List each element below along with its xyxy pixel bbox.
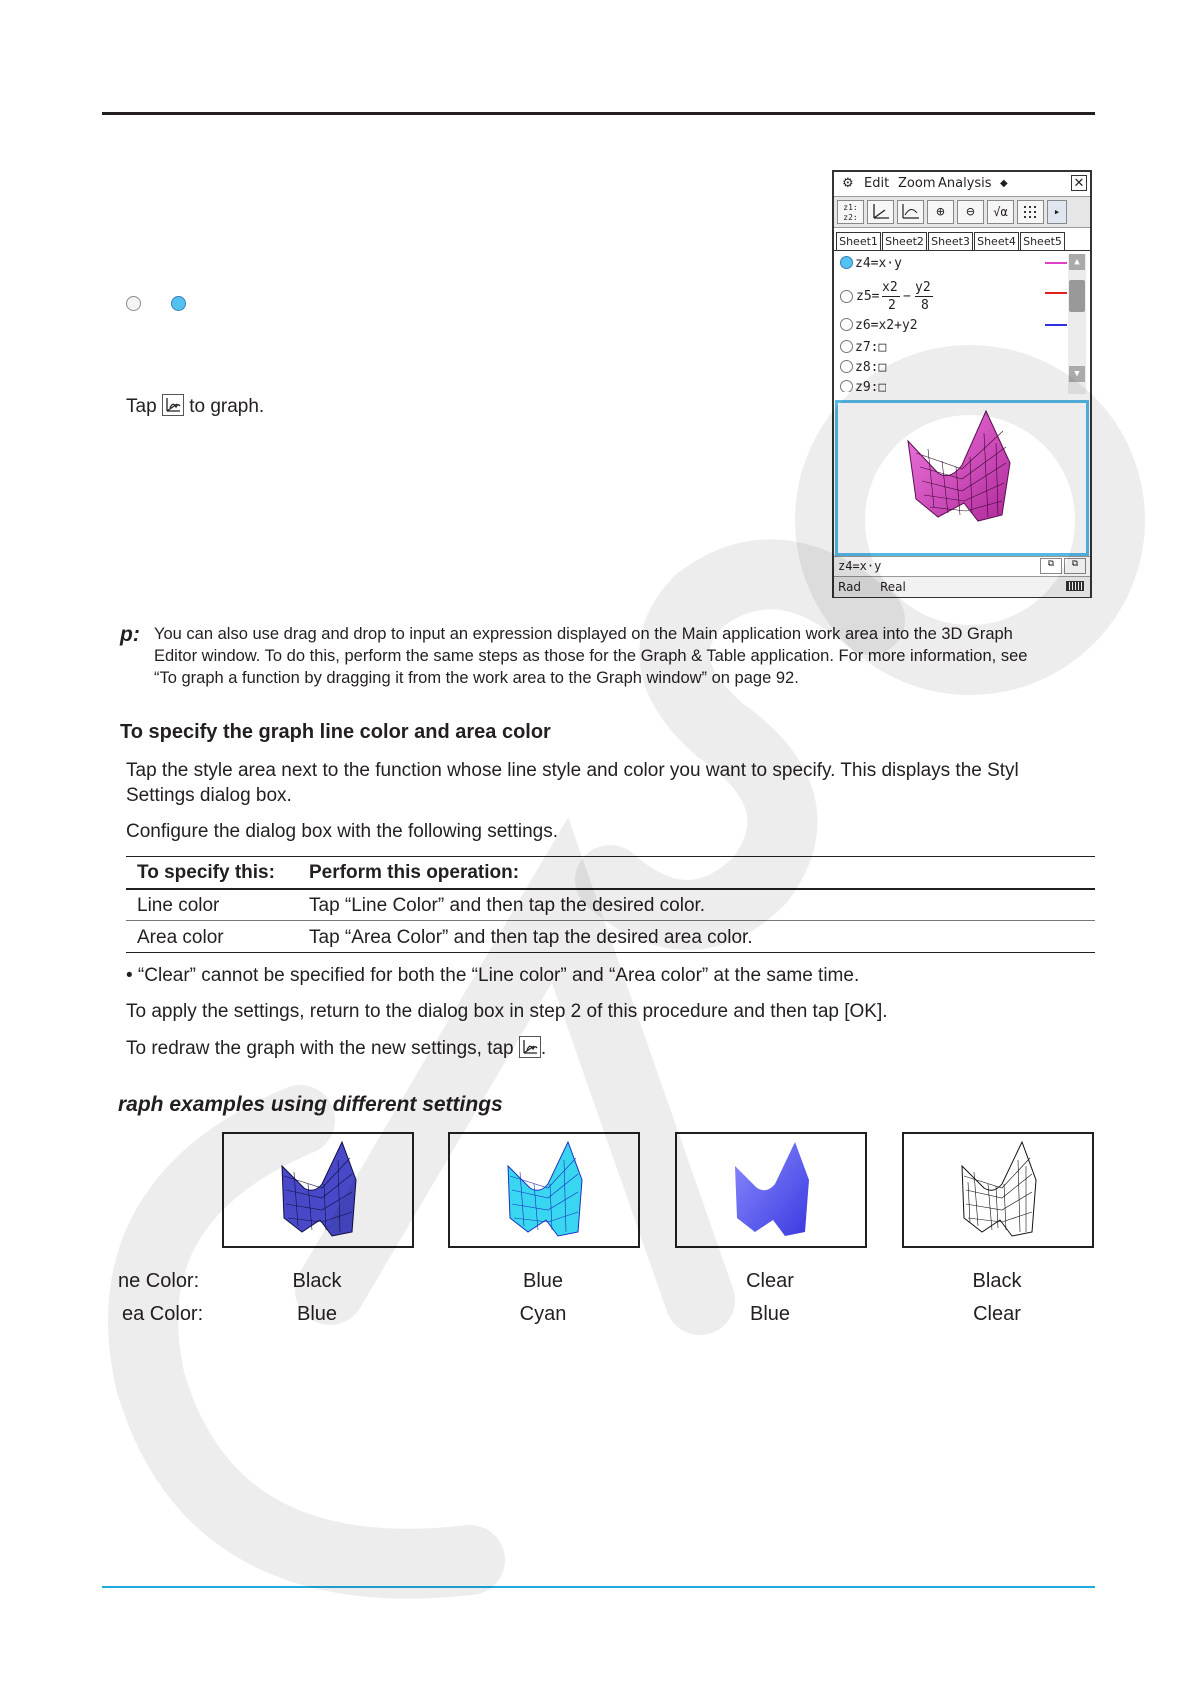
fn-circle-icon[interactable] (840, 318, 853, 331)
fn-selected-circle-icon[interactable] (840, 256, 853, 269)
step-tap-after: to graph. (189, 396, 265, 417)
calc-graph-window[interactable] (835, 400, 1089, 556)
z6-style-line[interactable] (1045, 324, 1067, 326)
table-bottom-rule (126, 952, 1095, 953)
tab-sheet2[interactable]: Sheet2 (882, 232, 927, 250)
menu-analysis[interactable]: Analysis (938, 176, 992, 191)
step-tap-graph (126, 394, 264, 418)
calc-menu-bar (834, 172, 1090, 196)
table-header-rule-2 (126, 889, 1095, 890)
tip-text: You can also use drag and drop to input an expression displayed on the Main application work area into the 3D Graph Editor window. To do this, perform the same steps as those for the Graph & Table application. For more information, see “To graph a function by dragging it from the work area to the Graph window” on page 92. (154, 625, 1028, 687)
example-graph-2 (448, 1132, 640, 1248)
status-mode: Real (880, 580, 906, 594)
example-4-line-color: Black (972, 1270, 1022, 1292)
example-4-area-color: Clear (973, 1303, 1021, 1325)
table-row-line-color-spec: Line color (137, 895, 220, 916)
toolbar-graph-icon[interactable] (867, 200, 894, 224)
fn-z5-bar2 (915, 296, 933, 297)
function-z6[interactable] (840, 318, 918, 333)
clear-note: • “Clear” cannot be specified for both the “Line color” and “Area color” at the same time. (126, 965, 860, 986)
table-row-area-color-spec: Area color (137, 927, 224, 948)
step4-text (126, 1036, 546, 1060)
fn-z8-text: z8:□ (855, 360, 887, 375)
scroll-up-icon[interactable]: ▲ (1069, 254, 1085, 270)
header-rule (102, 112, 1095, 115)
fn-z5-minus: − (903, 289, 911, 304)
fn-circle-icon[interactable] (840, 380, 853, 392)
function-list-scrollbar[interactable] (1068, 254, 1086, 394)
step3-text: To apply the settings, return to the dialog box in step 2 of this procedure and then tap [OK]. (126, 1001, 888, 1022)
example-graph-4 (902, 1132, 1094, 1248)
section-title: To specify the graph line color and area color (120, 721, 551, 743)
selected-circle-icon (171, 296, 186, 311)
z4-style-line[interactable] (1045, 262, 1067, 264)
example-graph-1 (222, 1132, 414, 1248)
table-header-spec: To specify this: (137, 862, 275, 883)
menu-zoom[interactable]: Zoom (898, 176, 936, 191)
step4-before: To redraw the graph with the new settings, tap (126, 1038, 514, 1059)
fn-circle-icon[interactable] (840, 290, 853, 303)
fn-circle-icon[interactable] (840, 340, 853, 353)
fn-z9-text: z9:□ (855, 380, 887, 392)
scroll-thumb[interactable] (1069, 280, 1085, 312)
example-2-line-color: Blue (522, 1270, 564, 1292)
menu-edit[interactable]: Edit (864, 176, 890, 191)
fn-z7-text: z7:□ (855, 340, 887, 355)
examples-title: raph examples using different settings (118, 1093, 503, 1116)
status-angle: Rad (838, 580, 862, 594)
function-z7[interactable] (840, 340, 886, 355)
fn-circle-icon[interactable] (840, 360, 853, 373)
table-row-area-color-op: Tap “Area Color” and then tap the desired area color. (309, 927, 753, 948)
tab-sheet1[interactable]: Sheet1 (836, 232, 881, 250)
zoom-out-icon[interactable]: ⊖ (957, 200, 984, 224)
example-graph-3 (675, 1132, 867, 1248)
table-row-rule (126, 920, 1095, 921)
fn-z5-den2: 8 (921, 298, 929, 313)
function-z8[interactable] (840, 360, 886, 375)
tip-label: p: (120, 623, 140, 646)
close-icon[interactable]: ✕ (1071, 175, 1087, 191)
area-color-row-label: ea Color: (122, 1303, 204, 1325)
calc-expression-bar (834, 556, 1090, 575)
fn-z5-num2: y2 (915, 280, 931, 295)
graph-3d-icon[interactable] (162, 394, 184, 416)
calculator-screen (832, 170, 1092, 598)
function-z4[interactable] (840, 256, 902, 271)
toolbar-grid-icon[interactable] (1017, 200, 1044, 224)
calc-status-bar (834, 576, 1090, 597)
function-z9[interactable] (840, 380, 886, 392)
toolbar-scroll-icon[interactable]: ▸ (1047, 200, 1067, 224)
zoom-in-icon[interactable]: ⊕ (927, 200, 954, 224)
calc-toolbar (834, 196, 1090, 228)
fn-z5-prefix: z5= (856, 289, 880, 304)
menu-arrow-icon[interactable]: ◆ (1000, 178, 1008, 189)
table-top-rule (126, 856, 1095, 857)
step2-text: Configure the dialog box with the following settings. (126, 821, 558, 842)
example-3-line-color: Clear (746, 1270, 794, 1292)
step-tap-before: Tap (126, 396, 157, 417)
fn-z6-text: z6=x2+y2 (855, 318, 918, 333)
unselected-circle-icon (126, 296, 141, 311)
table-row-line-color-op: Tap “Line Color” and then tap the desired color. (309, 895, 706, 916)
settings-gear-icon[interactable]: ⚙ (842, 176, 854, 191)
function-z5[interactable] (840, 280, 1040, 314)
paste-icon[interactable]: ⧉ (1064, 558, 1086, 574)
keyboard-sqrt-icon[interactable]: √α (987, 200, 1014, 224)
step1-line2: Settings dialog box. (126, 785, 292, 806)
example-1-line-color: Black (292, 1270, 342, 1292)
fn-z5-den1: 2 (888, 298, 896, 313)
tab-sheet3[interactable]: Sheet3 (928, 232, 973, 250)
example-1-area-color: Blue (296, 1303, 338, 1325)
graph-3d-icon[interactable] (519, 1036, 541, 1058)
toolbar-view-icon[interactable] (897, 200, 924, 224)
line-color-row-label: ne Color: (118, 1270, 200, 1292)
table-header-operation: Perform this operation: (309, 862, 520, 883)
toolbar-list-icon[interactable]: z1: z2: (837, 200, 864, 224)
step4-after: . (540, 1038, 547, 1059)
footer-rule (102, 1586, 1095, 1588)
fn-z4-text: z4=x·y (855, 256, 902, 271)
fn-z5-num1: x2 (882, 280, 898, 295)
fn-z5-bar1 (882, 296, 900, 297)
scroll-down-icon[interactable]: ▼ (1069, 366, 1085, 382)
tab-sheet5[interactable]: Sheet5 (1020, 232, 1065, 250)
step1-line1: Tap the style area next to the function whose line style and color you want to specify. This displays the Styl (126, 760, 1019, 781)
copy-icon[interactable]: ⧉ (1040, 558, 1062, 574)
example-2-area-color: Cyan (519, 1303, 567, 1325)
tab-sheet4[interactable]: Sheet4 (974, 232, 1019, 250)
z5-style-line[interactable] (1045, 292, 1067, 294)
example-3-area-color: Blue (749, 1303, 791, 1325)
calc-expression-text: z4=x·y (838, 559, 882, 573)
calc-sheet-tabs (834, 230, 1090, 251)
battery-icon (1066, 581, 1084, 591)
